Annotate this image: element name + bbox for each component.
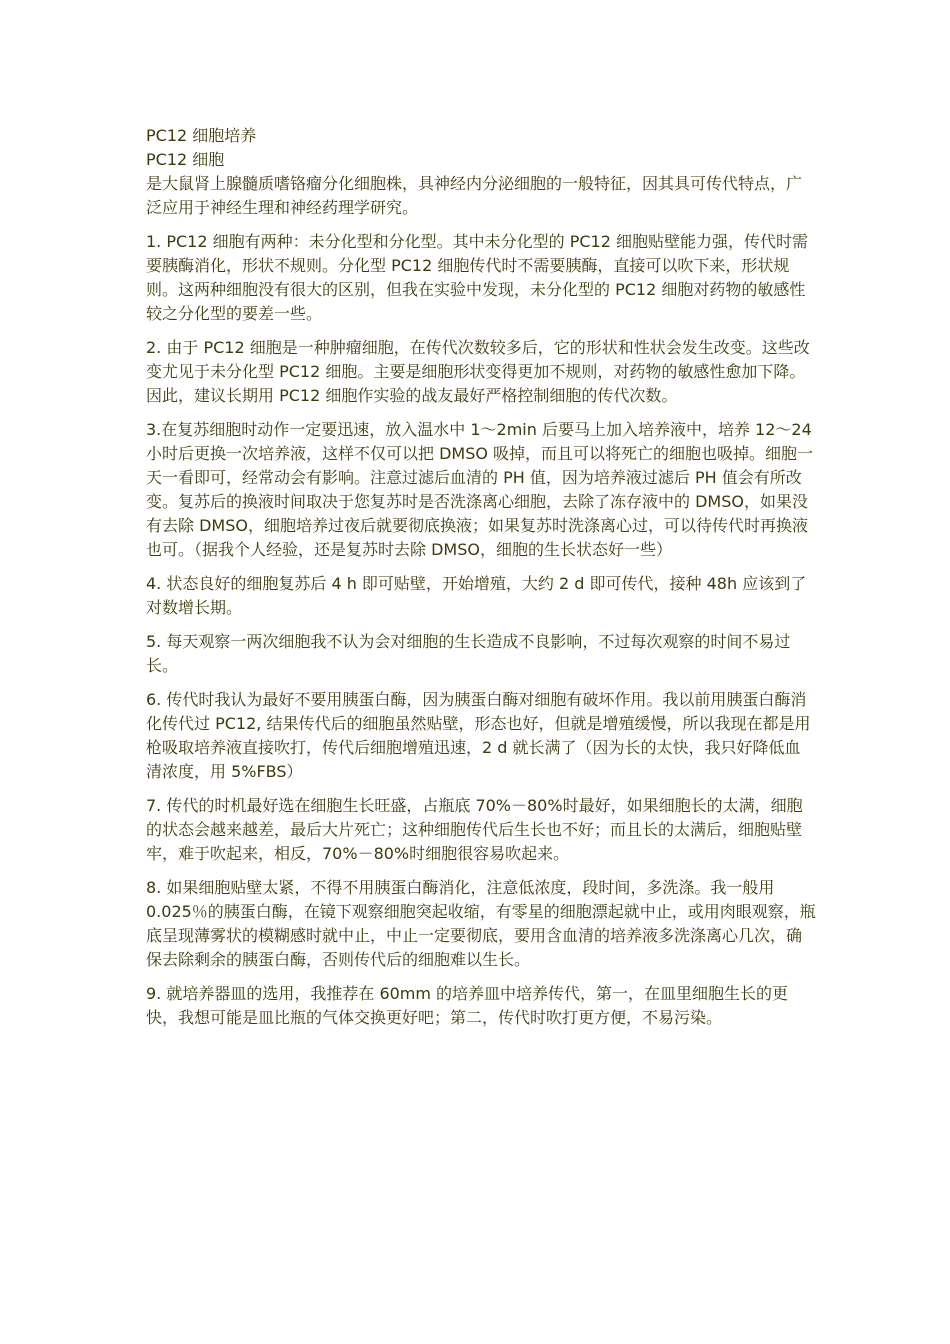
document-subtitle: PC12 细胞 — [146, 150, 225, 169]
paragraph-2: 2. 由于 PC12 细胞是一种肿瘤细胞，在传代次数较多后，它的形状和性状会发生改变。这些改变尤见于未分化型 PC12 细胞。主要是细胞形状变得更加不规则，对药物的敏感性愈加下降。因此，建议长期用 PC12 细胞作实验的战友最好严格控制细胞的传代次数。 — [146, 338, 810, 405]
intro-paragraph: 是大鼠肾上腺髓质嗜铬瘤分化细胞株，具神经内分泌细胞的一般特征，因其具可传代特点，广泛应用于神经生理和神经药理学研究。 — [146, 174, 803, 217]
document-title: PC12 细胞培养 — [146, 126, 257, 145]
paragraph-6: 6. 传代时我认为最好不要用胰蛋白酶，因为胰蛋白酶对细胞有破坏作用。我以前用胰蛋白酶消化传代过 PC12, 结果传代后的细胞虽然贴壁，形态也好，但就是增殖缓慢，所以我现在都是用枪吸取培养液直接吹打，传代后细胞增殖迅速，2 d 就长满了（因为长的太快，我只好降低血清浓度，用 5%FBS） — [146, 690, 811, 781]
paragraph-7: 7. 传代的时机最好选在细胞生长旺盛，占瓶底 70%－80%时最好，如果细胞长的太满，细胞的状态会越来越差，最后大片死亡；这种细胞传代后生长也不好；而且长的太满后，细胞贴壁牢，难于吹起来，相反，70%－80%时细胞很容易吹起来。 — [146, 796, 803, 863]
paragraph-8: 8. 如果细胞贴壁太紧，不得不用胰蛋白酶消化，注意低浓度，段时间，多洗涤。我一般用 0.025％的胰蛋白酶，在镜下观察细胞突起收缩，有零星的细胞漂起就中止，或用肉眼观察，瓶底呈现薄雾状的模糊感时就中止，中止一定要彻底，要用含血清的培养液多洗涤离心几次，确保去除剩余的胰蛋白酶，否则传代后的细胞难以生长。 — [146, 878, 816, 969]
paragraph-3: 3.在复苏细胞时动作一定要迅速，放入温水中 1～2min 后要马上加入培养液中，培养 12～24 小时后更换一次培养液，这样不仅可以把 DMSO 吸掉，而且可以将死亡的细胞也吸掉。细胞一天一看即可，经常动会有影响。注意过滤后血清的 PH 值，因为培养液过滤后 PH 值会有所改变。复苏后的换液时间取决于您复苏时是否洗涤离心细胞，去除了冻存液中的 DMSO，如果没有去除 DMSO，细胞培养过夜后就要彻底换液；如果复苏时洗涤离心过，可以待传代时再换液也可。（据我个人经验，还是复苏时去除 DMSO，细胞的生长状态好一些） — [146, 420, 814, 559]
paragraph-5: 5. 每天观察一两次细胞我不认为会对细胞的生长造成不良影响，不过每次观察的时间不易过长。 — [146, 632, 791, 675]
paragraph-4: 4. 状态良好的细胞复苏后 4 h 即可贴壁，开始增殖，大约 2 d 即可传代，接种 48h 应该到了对数增长期。 — [146, 574, 807, 617]
document-page — [146, 124, 816, 1030]
paragraph-9: 9. 就培养器皿的选用，我推荐在 60mm 的培养皿中培养传代，第一，在皿里细胞生长的更快，我想可能是皿比瓶的气体交换更好吧；第二，传代时吹打更方便，不易污染。 — [146, 984, 789, 1027]
paragraph-1: 1. PC12 细胞有两种：未分化型和分化型。其中未分化型的 PC12 细胞贴壁能力强，传代时需要胰酶消化，形状不规则。分化型 PC12 细胞传代时不需要胰酶，直接可以吹下来，形状规则。这两种细胞没有很大的区别，但我在实验中发现，未分化型的 PC12 细胞对药物的敏感性较之分化型的要差一些。 — [146, 232, 808, 323]
